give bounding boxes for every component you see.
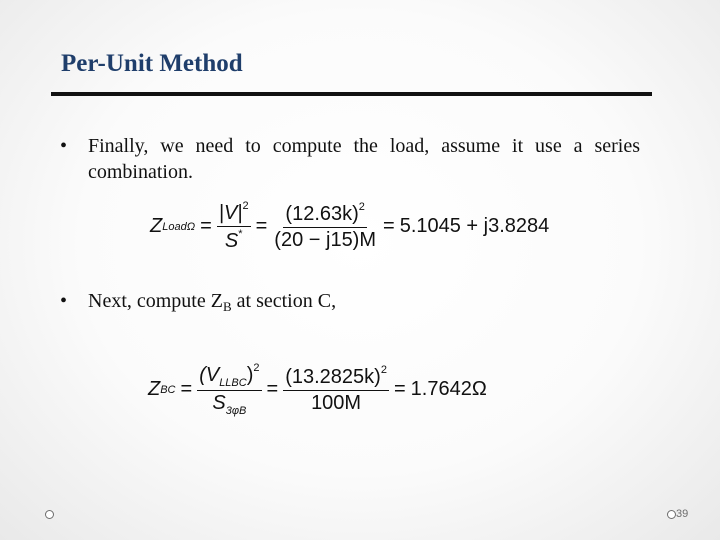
eq2-equals-1: = <box>180 378 193 400</box>
bullet-zbc-text <box>88 288 336 320</box>
eq2-f1-den: S <box>212 392 226 414</box>
eq1-fraction-2 <box>272 201 378 252</box>
eq1-f1-den: S <box>224 230 239 252</box>
eq2-f1-num: (V <box>199 364 220 386</box>
bullet-zbc-sub: B <box>222 299 232 314</box>
eq2-fraction-1 <box>197 362 261 417</box>
eq2-result: 1.7642Ω <box>410 378 487 400</box>
eq2-lhs-sub: BC <box>160 383 176 396</box>
eq2-equals-3: = <box>393 378 406 400</box>
eq1-f2-num-sup: 2 <box>358 201 365 213</box>
eq2-f2-num-sup: 2 <box>380 364 387 376</box>
eq1-result: 5.1045 + j3.8284 <box>399 215 550 237</box>
eq1-f2-num: (12.63k) <box>285 203 359 225</box>
bullet-load-text: Finally, we need to compute the load, assume it use a series combination. <box>88 135 640 183</box>
eq2-equals-2: = <box>266 378 279 400</box>
eq2-f1-num-close: ) <box>246 364 254 386</box>
eq2-f2-num: (13.2825k) <box>285 366 381 388</box>
bullet-marker: • <box>60 135 68 157</box>
eq1-equals-3: = <box>383 215 395 237</box>
eq2-lhs: Z <box>148 378 161 400</box>
eq1-f1-den-sup: * <box>238 228 243 240</box>
eq1-lhs-sub: LoadΩ <box>162 220 196 233</box>
load-impedance-equation <box>150 200 549 253</box>
bullet-zbc-text-after: at section C, <box>231 290 337 312</box>
slide-title: Per-Unit Method <box>61 50 243 77</box>
eq1-lhs: Z <box>150 215 163 237</box>
zbc-equation <box>148 362 487 417</box>
page-number: 39 <box>676 508 689 520</box>
eq1-equals-2: = <box>255 215 268 237</box>
eq2-f1-num-sub: LLBC <box>219 377 247 389</box>
title-divider <box>51 92 652 96</box>
footer-left-dot <box>45 510 54 519</box>
eq1-f2-den: (20 − j15)M <box>274 229 377 251</box>
eq2-f1-den-sub: 3φB <box>225 405 247 417</box>
eq2-fraction-2 <box>283 364 389 415</box>
eq1-equals-1: = <box>200 215 212 237</box>
eq1-f1-num: |V| <box>218 202 243 224</box>
bullet-zbc-text-before: Next, compute Z <box>88 290 223 312</box>
bullet-marker: • <box>60 290 68 312</box>
footer-right-dot <box>667 510 676 519</box>
eq2-f2-den: 100M <box>311 392 362 414</box>
eq2-f1-num-sup: 2 <box>253 362 260 374</box>
eq1-f1-num-sup: 2 <box>242 200 249 212</box>
eq1-fraction-1 <box>217 200 251 253</box>
